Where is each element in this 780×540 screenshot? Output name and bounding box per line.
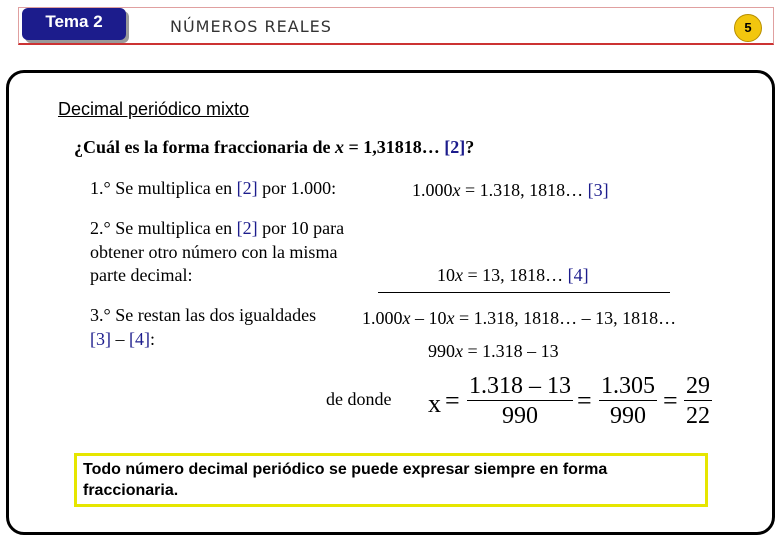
step-3-text-line1: 3.° Se restan las dos igualdades (90, 305, 317, 325)
step-2-equation: 10x = 13, 1818… [4] (437, 265, 589, 285)
step-3-equation-1: 1.000x – 10x = 1.318, 1818… – 13, 1818… (362, 308, 677, 328)
fraction-1 (467, 372, 573, 431)
note-box: Todo número decimal periódico se puede expresar siempre en forma fraccionaria. (74, 453, 708, 507)
step-2-text-line3: parte decimal: (90, 265, 193, 285)
page-number-badge: 5 (734, 14, 762, 42)
step-3-equation-2: 990x = 1.318 – 13 (428, 341, 559, 361)
equals-sign-3: = (663, 386, 678, 415)
section-title: NÚMEROS REALES (170, 17, 332, 36)
header-bar (18, 7, 774, 45)
fraction-1-numerator: 1.318 – 13 (469, 373, 571, 399)
equals-sign-1: = (445, 386, 460, 415)
result-variable: x (428, 389, 441, 418)
fraction-1-denominator: 990 (502, 403, 538, 429)
fraction-2-denominator: 990 (610, 403, 646, 429)
fraction-3-numerator: 29 (686, 373, 710, 399)
step-2-text-line2: obtener otro número con la misma (90, 242, 338, 262)
fraction-2-numerator: 1.305 (601, 373, 655, 399)
step-3-text-line2: [3] – [4]: (90, 329, 156, 349)
fraction-3 (684, 372, 712, 431)
step-2-text-line1: 2.° Se multiplica en [2] por 10 para (90, 218, 345, 238)
subtraction-line (378, 292, 670, 293)
fraction-3-denominator: 22 (686, 403, 710, 429)
equals-sign-2: = (577, 386, 592, 415)
slide-title: Decimal periódico mixto (58, 99, 250, 119)
topic-badge: Tema 2 (22, 8, 126, 40)
result-label: de donde (326, 389, 392, 409)
fraction-2 (599, 372, 657, 431)
step-1-text: 1.° Se multiplica en [2] por 1.000: (90, 178, 337, 198)
step-1-equation: 1.000x = 1.318, 1818… [3] (412, 180, 609, 200)
question: ¿Cuál es la forma fraccionaria de x = 1,31818… [2]? (74, 137, 475, 157)
